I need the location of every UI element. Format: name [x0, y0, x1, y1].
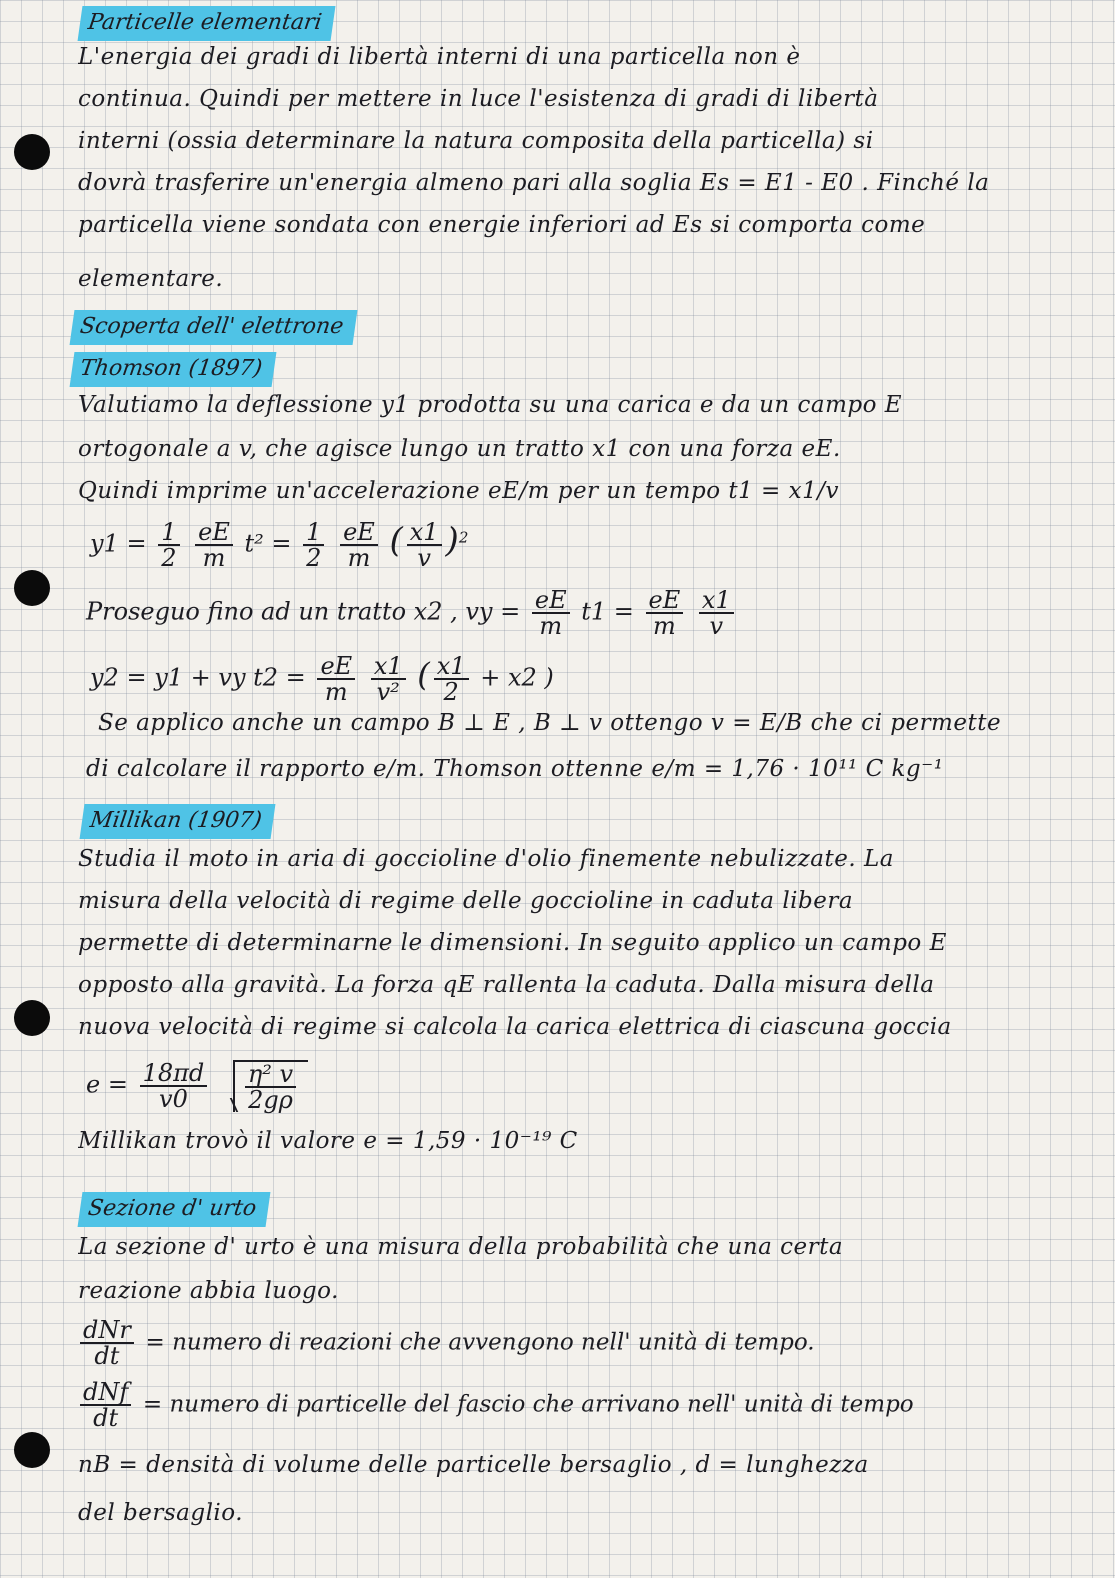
- fraction: $\frac{eE}{m}$: [340, 520, 378, 570]
- text-line: Quindi imprime un'accelerazione eE/m per un tempo t1 = x1/v: [78, 478, 839, 504]
- binder-hole-1: [14, 134, 50, 170]
- text-line: dovrà trasferire un'energia almeno pari alla soglia Es = E1 - E0 . Finché la: [78, 170, 990, 196]
- fraction: $\frac{x1}{\text{v²}}$: [371, 654, 406, 704]
- fraction: $\frac{x1}{v}$: [407, 520, 442, 570]
- square-root: $\frac{\text{η² v}}{2g\rho}$: [233, 1060, 308, 1112]
- text-line: particella viene sondata con energie inferiori ad Es si comporta come: [78, 212, 926, 238]
- heading-particelle-elementari: Particelle elementari: [78, 6, 336, 41]
- text-line: interni (ossia determinare la natura composita della particella) si: [78, 128, 874, 154]
- text-line: Studia il moto in aria di goccioline d'olio finemente nebulizzate. La: [78, 846, 894, 872]
- text-line: Millikan trovò il valore e = 1,59 · 10⁻¹⁹ C: [78, 1128, 578, 1154]
- heading-sezione-urto: Sezione d' urto: [78, 1192, 271, 1227]
- fraction: $\frac{eE}{m}$: [317, 654, 355, 704]
- binder-hole-2: [14, 570, 50, 606]
- text-line: Se applico anche un campo B ⊥ E , B ⊥ v ottengo v = E/B che ci permette: [98, 710, 1002, 736]
- text-line: nB = densità di volume delle particelle bersaglio , d = lunghezza: [78, 1452, 869, 1478]
- fraction: $\frac{1}{2}$: [158, 520, 179, 570]
- text-line: ortogonale a v, che agisce lungo un tratto x1 con una forza eE.: [78, 436, 841, 462]
- text-line: L'energia dei gradi di libertà interni di una particella non è: [78, 44, 801, 70]
- definition-dnf: $\frac{\text{dNf}}{dt}$ = numero di particelle del fascio che arrivano nell' unità di tempo: [76, 1380, 914, 1430]
- binder-hole-4: [14, 1432, 50, 1468]
- text-line: elementare.: [78, 266, 224, 292]
- formula-vy: Proseguo fino ad un tratto x2 , vy = $\frac{eE}{m}$ t1 = $\frac{eE}{m}$ $\frac{x1}{v}$: [86, 588, 738, 638]
- text-line: misura della velocità di regime delle goccioline in caduta libera: [78, 888, 854, 914]
- text-line: continua. Quindi per mettere in luce l'esistenza di gradi di libertà: [78, 86, 879, 112]
- text-line: Valutiamo la deflessione y1 prodotta su una carica e da un campo E: [78, 392, 903, 418]
- text-line: permette di determinarne le dimensioni. In seguito applico un campo E: [78, 930, 947, 956]
- definition-dnr: $\frac{\text{dNr}}{dt}$ = numero di reazioni che avvengono nell' unità di tempo.: [76, 1318, 815, 1368]
- fraction: $\frac{x1}{2}$: [434, 654, 469, 704]
- heading-thomson: Thomson (1897): [70, 352, 277, 387]
- heading-millikan: Millikan (1907): [80, 804, 276, 839]
- formula-y1: y1 = $\frac{1}{2}$ $\frac{eE}{m}$ t² = $\frac{1}{2}$ $\frac{eE}{m}$ ( $\frac{x1}{v}$ )$^2$: [90, 518, 469, 572]
- text-line: reazione abbia luogo.: [78, 1278, 339, 1304]
- fraction: $\frac{x1}{v}$: [699, 588, 734, 638]
- text-line: opposto alla gravità. La forza qE rallenta la caduta. Dalla misura della: [78, 972, 935, 998]
- fraction: $\frac{\text{dNf}}{dt}$: [80, 1380, 131, 1430]
- formula-millikan: e = $\frac{18\pi d}{v0}$ $\frac{\text{η² v}}{2g\rho}$: [86, 1060, 308, 1112]
- fraction: $\frac{1}{2}$: [303, 520, 324, 570]
- text-line: La sezione d' urto è una misura della probabilità che una certa: [78, 1234, 844, 1260]
- text-line: di calcolare il rapporto e/m. Thomson ottenne e/m = 1,76 · 10¹¹ C kg⁻¹: [86, 756, 944, 782]
- binder-hole-3: [14, 1000, 50, 1036]
- fraction: $\frac{eE}{m}$: [532, 588, 570, 638]
- fraction: $\frac{eE}{m}$: [195, 520, 233, 570]
- formula-lhs: y1 =: [90, 529, 147, 558]
- formula-y2: y2 = y1 + vy t2 = $\frac{eE}{m}$ $\frac{x1}{\text{v²}}$ ( $\frac{x1}{2}$ + x2 ): [90, 652, 554, 706]
- fraction: $\frac{\text{dNr}}{dt}$: [80, 1318, 134, 1368]
- fraction: $\frac{18\pi d}{v0}$: [140, 1061, 208, 1111]
- text-line: nuova velocità di regime si calcola la carica elettrica di ciascuna goccia: [78, 1014, 952, 1040]
- fraction: $\frac{eE}{m}$: [646, 588, 684, 638]
- text-line: del bersaglio.: [78, 1500, 244, 1526]
- text-line: Proseguo fino ad un tratto x2 , vy =: [86, 597, 521, 626]
- heading-scoperta-elettrone: Scoperta dell' elettrone: [70, 310, 358, 345]
